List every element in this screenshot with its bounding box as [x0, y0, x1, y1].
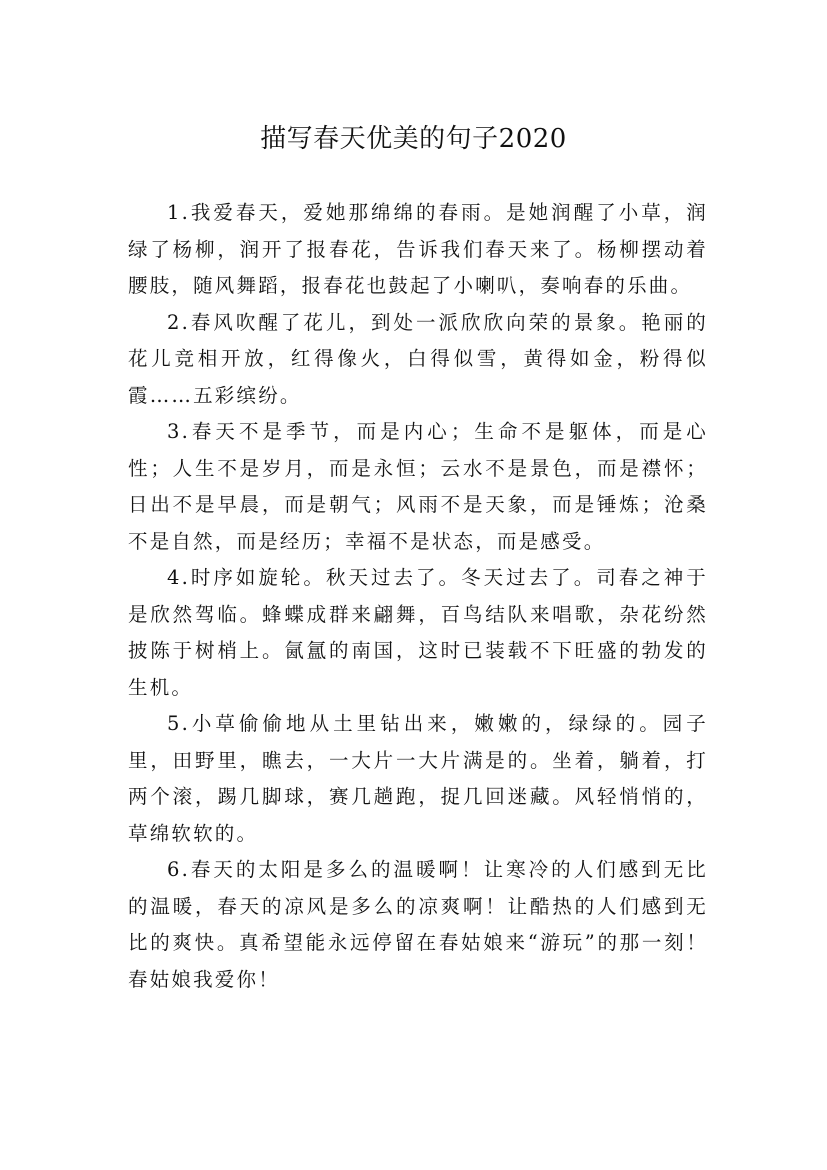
- paragraph-3: 3.春天不是季节，而是内心；生命不是躯体，而是心性；人生不是岁月，而是永恒；云水不是景色，而是襟怀；日出不是早晨，而是朝气；风雨不是天象，而是锤炼；沧桑不是自然，而是经历；幸福不是状态，而是感受。: [128, 420, 708, 553]
- paragraph-6: 6.春天的太阳是多么的温暖啊！让寒冷的人们感到无比的温暖，春天的凉风是多么的凉爽啊！让酷热的人们感到无比的爽快。真希望能永远停留在春姑娘来“游玩”的那一刻！春姑娘我爱你！: [128, 858, 708, 991]
- paragraph-1: 1.我爱春天，爱她那绵绵的春雨。是她润醒了小草，润绿了杨柳，润开了报春花，告诉我们春天来了。杨柳摆动着腰肢，随风舞蹈，报春花也鼓起了小喇叭，奏响春的乐曲。: [128, 201, 708, 297]
- document-title: 描写春天优美的句子2020: [260, 124, 567, 155]
- document-body: [128, 195, 708, 998]
- paragraph-4: 4.时序如旋轮。秋天过去了。冬天过去了。司春之神于是欣然驾临。蜂蝶成群来翩舞，百鸟结队来唱歌，杂花纷然披陈于树梢上。氤氲的南国，这时已装载不下旺盛的勃发的生机。: [128, 566, 708, 699]
- paragraph-5: 5.小草偷偷地从土里钻出来，嫩嫩的，绿绿的。园子里，田野里，瞧去，一大片一大片满是的。坐着，躺着，打两个滚，踢几脚球，赛几趟跑，捉几回迷藏。风轻悄悄的，草绵软软的。: [128, 712, 708, 845]
- paragraph-2: 2.春风吹醒了花儿，到处一派欣欣向荣的景象。艳丽的花儿竞相开放，红得像火，白得似雪，黄得如金，粉得似霞……五彩缤纷。: [128, 310, 708, 407]
